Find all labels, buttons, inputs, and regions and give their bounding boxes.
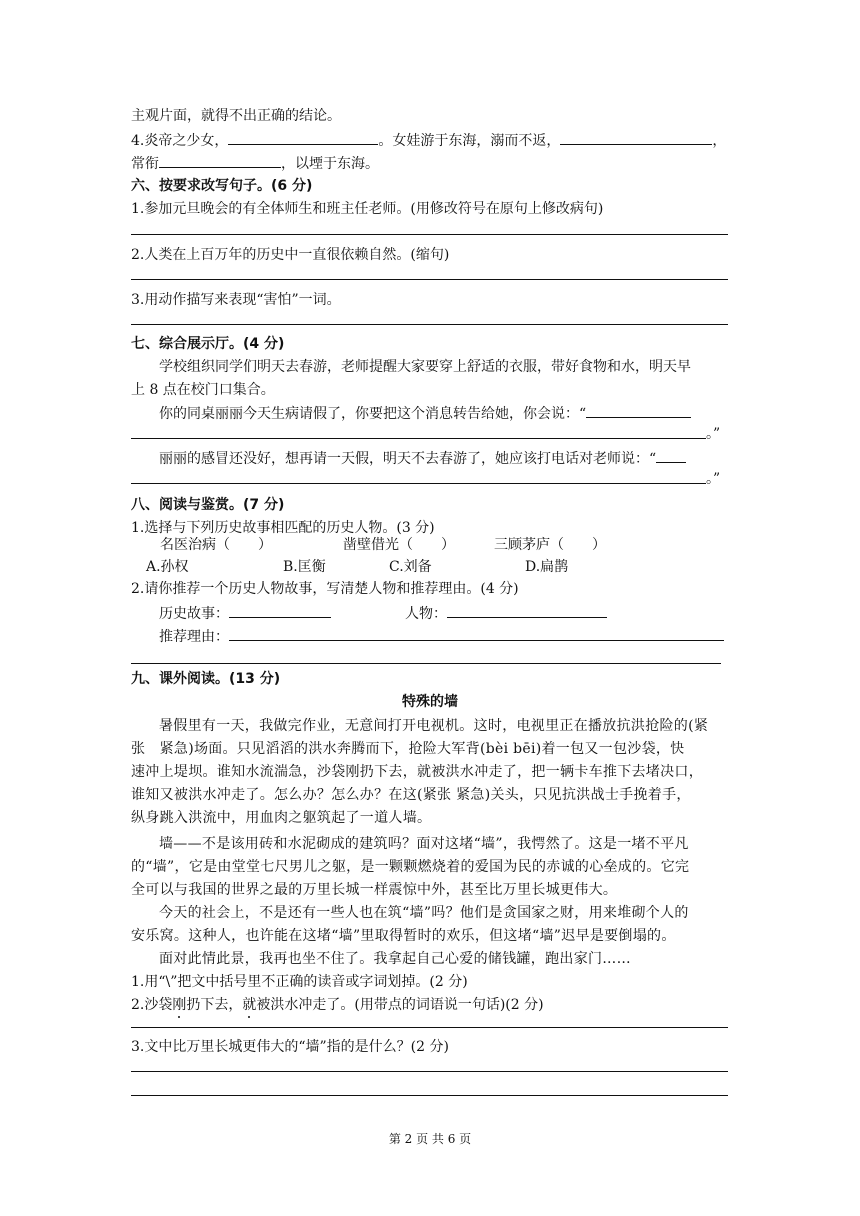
answer-line[interactable]: [131, 1071, 728, 1072]
option-a: A.孙权: [146, 559, 189, 575]
history-story-label: 历史故事：: [159, 606, 229, 622]
article-line: 的“墙”，它是由堂堂七尺男儿之躯，是一颗颗燃烧着的爱国为民的赤诚的心垒成的。它完: [131, 859, 690, 875]
s9-q2-a: 2.沙袋: [131, 997, 173, 1013]
page-footer: 第 2 页 共 6 页: [388, 1132, 472, 1146]
answer-line[interactable]: [131, 1095, 728, 1096]
article-line: 速冲上堤坝。谁知水流湍急，沙袋刚扔下去，就被洪水冲走了，把一辆卡车推下去堵决口，: [131, 764, 703, 780]
history-story-row: [159, 603, 331, 624]
s9-q2-c: 扔下去，: [186, 997, 243, 1013]
s9-q2-e: 被洪水冲走了。(用带点的词语说一句话)(2 分): [256, 997, 544, 1013]
s8-question-2: 2.请你推荐一个历史人物故事，写清楚人物和推荐理由。(4 分): [131, 581, 519, 597]
s7-paragraph-cont: 上 8 点在校门口集合。: [131, 382, 275, 398]
answer-blank[interactable]: [656, 448, 686, 463]
s9-question-3: 3.文中比万里长城更伟大的“墙”指的是什么？(2 分): [131, 1039, 449, 1055]
s7-prompt-1: [159, 403, 691, 424]
q4-part-a: 4.炎帝之少女，: [131, 133, 229, 149]
section-6-title: 六、按要求改写句子。(6 分): [131, 178, 313, 194]
story-item: 三顾茅庐（ ）: [494, 537, 606, 553]
answer-blank[interactable]: [447, 603, 607, 618]
s7-prompt-2-text: 丽丽的感冒还没好，想再请一天假，明天不去春游了，她应该打电话对老师说：“: [159, 451, 657, 467]
answer-blank[interactable]: [228, 130, 378, 145]
question-4: [131, 130, 726, 151]
article-line: 张 紧急)场面。只见滔滔的洪水奔腾而下，抢险大军背(bèi bēi)着一包又一包沙袋，快: [131, 741, 685, 757]
answer-line[interactable]: [131, 324, 728, 325]
option-b: B.匡衡: [283, 559, 326, 575]
reason-row: [159, 626, 724, 647]
s6-question-2: 2.人类在上百万年的历史中一直很依赖自然。(缩句): [131, 247, 450, 263]
story-item: 名医治病（ ）: [160, 537, 272, 553]
option-d: D.扁鹊: [525, 559, 569, 575]
s8-question-1: 1.选择与下列历史故事相匹配的历史人物。(3 分): [131, 520, 435, 536]
quote-end: 。”: [706, 426, 721, 442]
s7-prompt-2: [159, 448, 686, 469]
answer-line[interactable]: [131, 663, 721, 664]
q4-part-b: 。女娃游于东海，溺而不返，: [378, 133, 561, 149]
dotted-word: 就: [242, 997, 257, 1013]
answer-line[interactable]: [131, 234, 728, 235]
section-8-title: 八、阅读与鉴赏。(7 分): [131, 497, 285, 513]
quote-end: 。”: [706, 471, 721, 487]
person-row: [405, 603, 607, 624]
q4-part-e: ，以堙于东海。: [281, 156, 379, 172]
answer-line[interactable]: [131, 438, 706, 439]
article-line: 谁知又被洪水冲走了。怎么办？怎么办？在这(紧张 紧急)关头，只见抗洪战士手挽着手，: [131, 787, 691, 803]
answer-blank[interactable]: [560, 130, 712, 145]
s7-paragraph: 学校组织同学们明天去春游，老师提醒大家要穿上舒适的衣服，带好食物和水，明天早: [159, 359, 691, 375]
article-line: 安乐窝。这种人，也许能在这堵“墙”里取得暂时的欢乐，但这堵“墙”迟早是要倒塌的。: [131, 928, 676, 944]
answer-line[interactable]: [131, 483, 706, 484]
s9-question-2: [131, 995, 544, 1015]
s6-question-3: 3.用动作描写来表现“害怕”一词。: [131, 292, 341, 308]
s6-question-1: 1.参加元旦晚会的有全体师生和班主任老师。(用修改符号在原句上修改病句): [131, 201, 604, 217]
answer-line[interactable]: [131, 1027, 728, 1028]
answer-blank[interactable]: [586, 403, 691, 418]
article-line: 全可以与我国的世界之最的万里长城一样震惊中外，甚至比万里长城更伟大。: [131, 882, 618, 898]
s7-prompt-1-text: 你的同桌丽丽今天生病请假了，你要把这个消息转告给她，你会说：“: [159, 406, 587, 422]
answer-blank[interactable]: [229, 626, 724, 641]
text-line: 主观片面，就得不出正确的结论。: [131, 108, 341, 124]
article-title: 特殊的墙: [402, 694, 458, 710]
q4-part-c: ，: [712, 133, 727, 149]
article-line: 墙——不是该用砖和水泥砌成的建筑吗？面对这堵“墙”，我愕然了。这是一堵不平凡: [159, 836, 689, 852]
article-line: 暑假里有一天，我做完作业，无意间打开电视机。这时，电视里正在播放抗洪抢险的(紧: [159, 718, 709, 734]
reason-label: 推荐理由：: [159, 629, 229, 645]
article-line: 今天的社会上，不是还有一些人也在筑“墙”吗？他们是贪国家之财，用来堆砌个人的: [159, 905, 689, 921]
person-label: 人物：: [405, 606, 447, 622]
section-9-title: 九、课外阅读。(13 分): [131, 671, 281, 687]
answer-blank[interactable]: [159, 153, 281, 168]
option-c: C.刘备: [389, 559, 432, 575]
dotted-word: 刚: [172, 997, 187, 1013]
answer-line[interactable]: [131, 279, 728, 280]
s9-question-1: 1.用“\”把文中括号里不正确的读音或字词划掉。(2 分): [131, 974, 468, 990]
q4-part-d: 常衔: [131, 156, 159, 172]
answer-blank[interactable]: [229, 603, 331, 618]
article-line: 纵身跳入洪流中，用血肉之躯筑起了一道人墙。: [131, 810, 432, 826]
story-item: 凿壁借光（ ）: [343, 537, 455, 553]
article-line: 面对此情此景，我再也坐不住了。我拿起自己心爱的储钱罐，跑出家门……: [159, 951, 631, 967]
section-7-title: 七、综合展示厅。(4 分): [131, 336, 285, 352]
question-4-cont: [131, 153, 379, 174]
